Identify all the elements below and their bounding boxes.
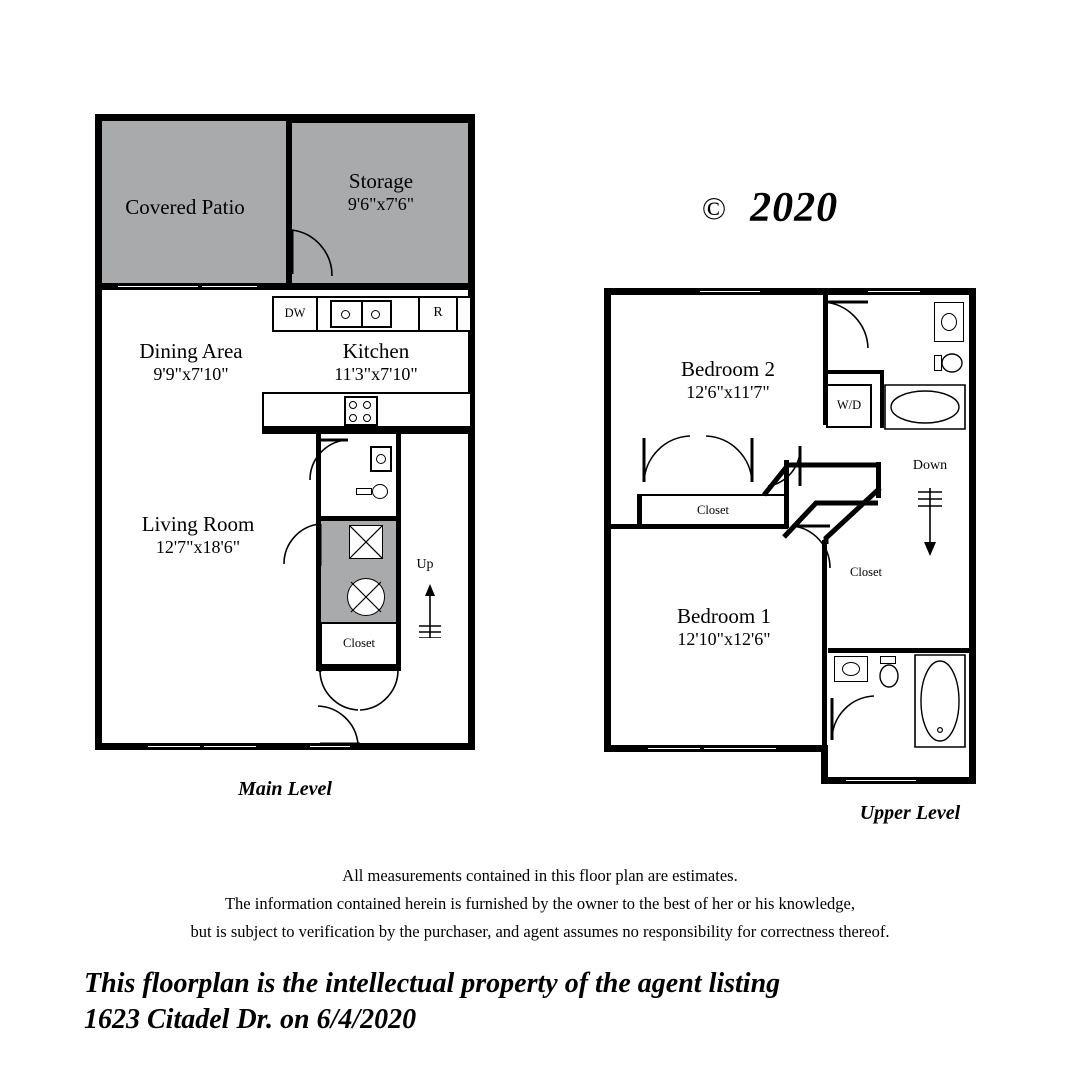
vanity-sink [376,454,386,464]
closet-wall-left-b2 [637,494,642,528]
main-closet-label: Closet [343,636,375,650]
burner-3 [349,414,357,422]
upper-wall-right [969,288,976,784]
bath2-toilet-bowl [941,352,965,375]
door-closet-b2-left [640,430,696,486]
toilet-bowl [372,484,388,499]
bath1-sink [842,662,860,676]
window-main-2 [204,744,256,749]
stair-wall-top [316,516,401,521]
room-label-kitchen: Kitchen 11'3"x7'10" [334,339,418,384]
door-powder-room [306,438,350,484]
room-label-living-room: Living Room 12'7"x18'6" [141,512,255,557]
door-hall-b2 [762,442,806,490]
copyright-year: 2020 [750,185,839,231]
toilet-tank [356,488,372,495]
window-main-1 [148,744,200,749]
window-patio-1 [118,284,198,289]
washer-dryer-label: W/D [836,398,862,412]
burner-2 [363,401,371,409]
door-storage [286,228,342,284]
appliance-circle-x [348,579,384,615]
window-patio-2 [202,284,257,289]
door-closet-b1 [786,522,834,572]
room-label-covered-patio: Covered Patio [125,195,245,219]
down-arrow-icon [912,484,948,560]
sink-basin-left [341,310,350,319]
refrigerator-label: R [433,305,443,320]
room-label-dining-area: Dining Area 9'9"x7'10" [139,339,243,384]
copyright-notice [640,185,900,232]
sink-divider [361,300,363,328]
bath-wall-right [396,434,401,524]
ip-line-1: This floorplan is the intellectual property of the agent listing [84,968,781,999]
bath2-wall-inner [823,370,883,374]
door-closet-b2-right [700,430,756,486]
down-label: Down [912,458,948,473]
appliance-square-1-x [349,525,383,559]
bath1-tub [914,654,966,748]
sink-basin-right [371,310,380,319]
bath2-sink [941,313,957,331]
door-entry [312,704,362,748]
window-upper-4 [704,746,776,751]
main-wall-left [95,290,102,750]
upper-wall-left [604,288,611,752]
main-wall-right [468,290,475,750]
window-upper-2 [868,289,920,294]
window-upper-3 [648,746,700,751]
storage-wall-top [286,118,472,123]
burner-1 [349,401,357,409]
upper-wall-top [604,288,976,295]
bath1-wall-top [828,648,970,653]
upper-level-caption: Upper Level [859,802,961,824]
kitchen-counter-edge [262,428,472,434]
bath1-toilet-bowl [878,664,900,690]
bath1-toilet-tank [880,656,896,664]
range [344,396,378,426]
up-label: Up [416,557,434,572]
main-level-caption: Main Level [238,778,332,800]
room-label-bedroom-2: Bedroom 2 12'6"x11'7" [681,357,775,402]
copyright-icon: © [701,190,728,226]
disclaimer-line-1: All measurements contained in this floor plan are estimates. [342,866,738,885]
dishwasher-label: DW [284,306,306,320]
closet-bedroom-2-label: Closet [697,503,729,517]
room-label-storage: Storage 9'6"x7'6" [347,169,415,214]
window-upper-5 [846,778,916,783]
up-arrow-icon [415,580,445,638]
window-upper-1 [700,289,760,294]
closet-bedroom-1-label: Closet [850,565,882,579]
disclaimer-line-2: The information contained herein is furnished by the owner to the best of her or his knowledge, [224,894,856,913]
door-bath1 [828,692,878,744]
ip-line-2: 1623 Citadel Dr. on 6/4/2020 [84,1004,417,1035]
burner-4 [363,414,371,422]
door-bedroom-2 [818,298,874,352]
bath2-tub [884,384,966,430]
room-label-bedroom-1: Bedroom 1 12'10"x12'6" [677,604,771,649]
disclaimer-line-3: but is subject to verification by the purchaser, and agent assumes no responsibility for correctness thereof. [190,922,890,941]
